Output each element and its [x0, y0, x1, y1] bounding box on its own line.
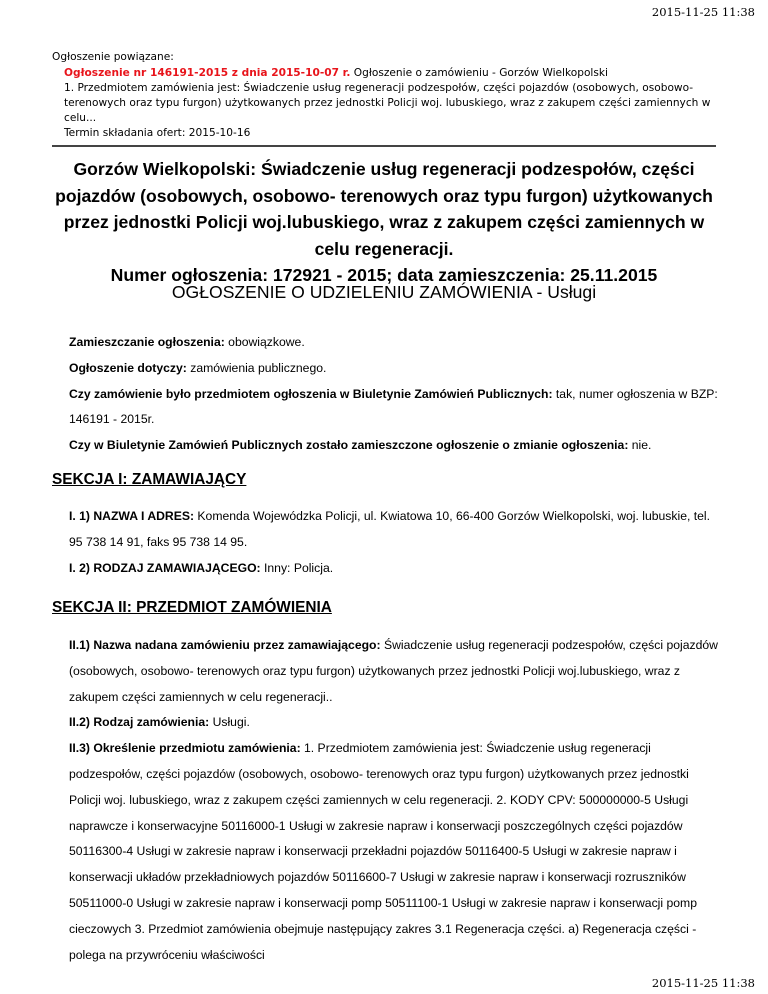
- related-notice-link[interactable]: Ogłoszenie nr 146191-2015 z dnia 2015-10-07 r.: [64, 67, 351, 79]
- divider: [52, 145, 716, 147]
- related-notice-body: [52, 66, 716, 141]
- related-notice-deadline: Termin składania ofert: 2015-10-16: [64, 127, 251, 139]
- related-notice-link-suffix: Ogłoszenie o zamówieniu - Gorzów Wielkopolski: [350, 67, 608, 79]
- print-timestamp-header: 2015-11-25 11:38: [651, 5, 755, 19]
- intro-item: Czy zamówienie było przedmiotem ogłoszenia w Biuletynie Zamówień Publicznych: tak, numer ogłoszenia w BZP: 146191 - 2015r.: [69, 386, 718, 427]
- section-2-item: II.3) Określenie przedmiotu zamówienia: 1. Przedmiotem zamówienia jest: Świadczenie usług regeneracji podzespołów, części pojazdów (osobowych, osobowo- terenowych oraz typu furgon) użytkowanych przez jednostki Policji woj. lubuskiego, wraz z zakupem części zamiennych w celu regeneracji. 2. KODY CPV: 500000000-5 Usługi naprawcze i konserwacyjne 50116000-1 Usługi w zakresie napraw i konserwacji poszczególnych części pojazdów 50116300-4 Usługi w zakresie napraw i konserwacji przekładni pojazdów 50116400-5 Usługi w zakresie napraw i konserwacji układów przekładniowych pojazdów 50116600-7 Usługi w zakresie napraw i konserwacji rozruszników 50511000-0 Usługi w zakresie napraw i konserwacji pomp 50511100-1 Usługi w zakresie napraw i konserwacji pomp cieczowych 3. Przedmiot zamówienia obejmuje następujący zakres 3.1 Regeneracja części. a) Regeneracja części - polega na przywróceniu właściwości: [69, 741, 697, 962]
- section-2-item: II.2) Rodzaj zamówienia: Usługi.: [69, 715, 250, 730]
- related-notice-line: [64, 66, 716, 81]
- intro-item: Czy w Biuletynie Zamówień Publicznych zostało zamieszczone ogłoszenie o zmianie ogłoszenia: nie.: [69, 438, 652, 453]
- notice-headline: [52, 156, 716, 289]
- notice-number-line: Numer ogłoszenia: 172921 - 2015; data zamieszczenia: 25.11.2015: [110, 265, 658, 285]
- notice-type: OGŁOSZENIE O UDZIELENIU ZAMÓWIENIA - Usługi: [171, 282, 597, 302]
- intro-item: Zamieszczanie ogłoszenia: obowiązkowe.: [69, 335, 305, 349]
- section-1-item: I. 2) RODZAJ ZAMAWIAJĄCEGO: Inny: Policja.: [69, 560, 334, 575]
- section-1-block: [69, 504, 719, 581]
- notice-title: Gorzów Wielkopolski: Świadczenie usług regeneracji podzespołów, części pojazdów (osobowych, osobowo- terenowych oraz typu furgon) użytkowanych przez jednostki Policji woj.lubuskiego, wraz z zakupem części zamiennych w celu regeneracji.: [55, 159, 713, 259]
- related-notice-description: 1. Przedmiotem zamówienia jest: Świadczenie usług regeneracji podzespołów, części pojazdów (osobowych, osobowo-terenowych oraz typu furgon) użytkowanych przez jednostki Policji woj. lubuskiego, wraz z zakupem części zamiennych w celu...: [64, 82, 711, 124]
- section-2-block: [69, 633, 719, 968]
- intro-block: [69, 330, 719, 459]
- section-2-item: II.1) Nazwa nadana zamówieniu przez zamawiającego: Świadczenie usług regeneracji podzespołów, części pojazdów (osobowych, osobowo- terenowych oraz typu furgon) użytkowanych przez jednostki Policji woj.lubuskiego, wraz z zakupem części zamiennych w celu regeneracji..: [69, 638, 718, 704]
- section-1-item: I. 1) NAZWA I ADRES: Komenda Wojewódzka Policji, ul. Kwiatowa 10, 66-400 Gorzów Wielkopolski, woj. lubuskie, tel. 95 738 14 91, faks 95 738 14 95.: [69, 509, 710, 549]
- intro-item: Ogłoszenie dotyczy: zamówienia publicznego.: [69, 360, 327, 375]
- related-notice: [52, 50, 716, 141]
- print-timestamp-footer: 2015-11-25 11:38: [651, 976, 755, 990]
- section-1-title: SEKCJA I: ZAMAWIAJĄCY: [52, 471, 247, 488]
- section-2-title: SEKCJA II: PRZEDMIOT ZAMÓWIENIA: [52, 599, 332, 616]
- related-notice-title: Ogłoszenie powiązane:: [52, 51, 174, 63]
